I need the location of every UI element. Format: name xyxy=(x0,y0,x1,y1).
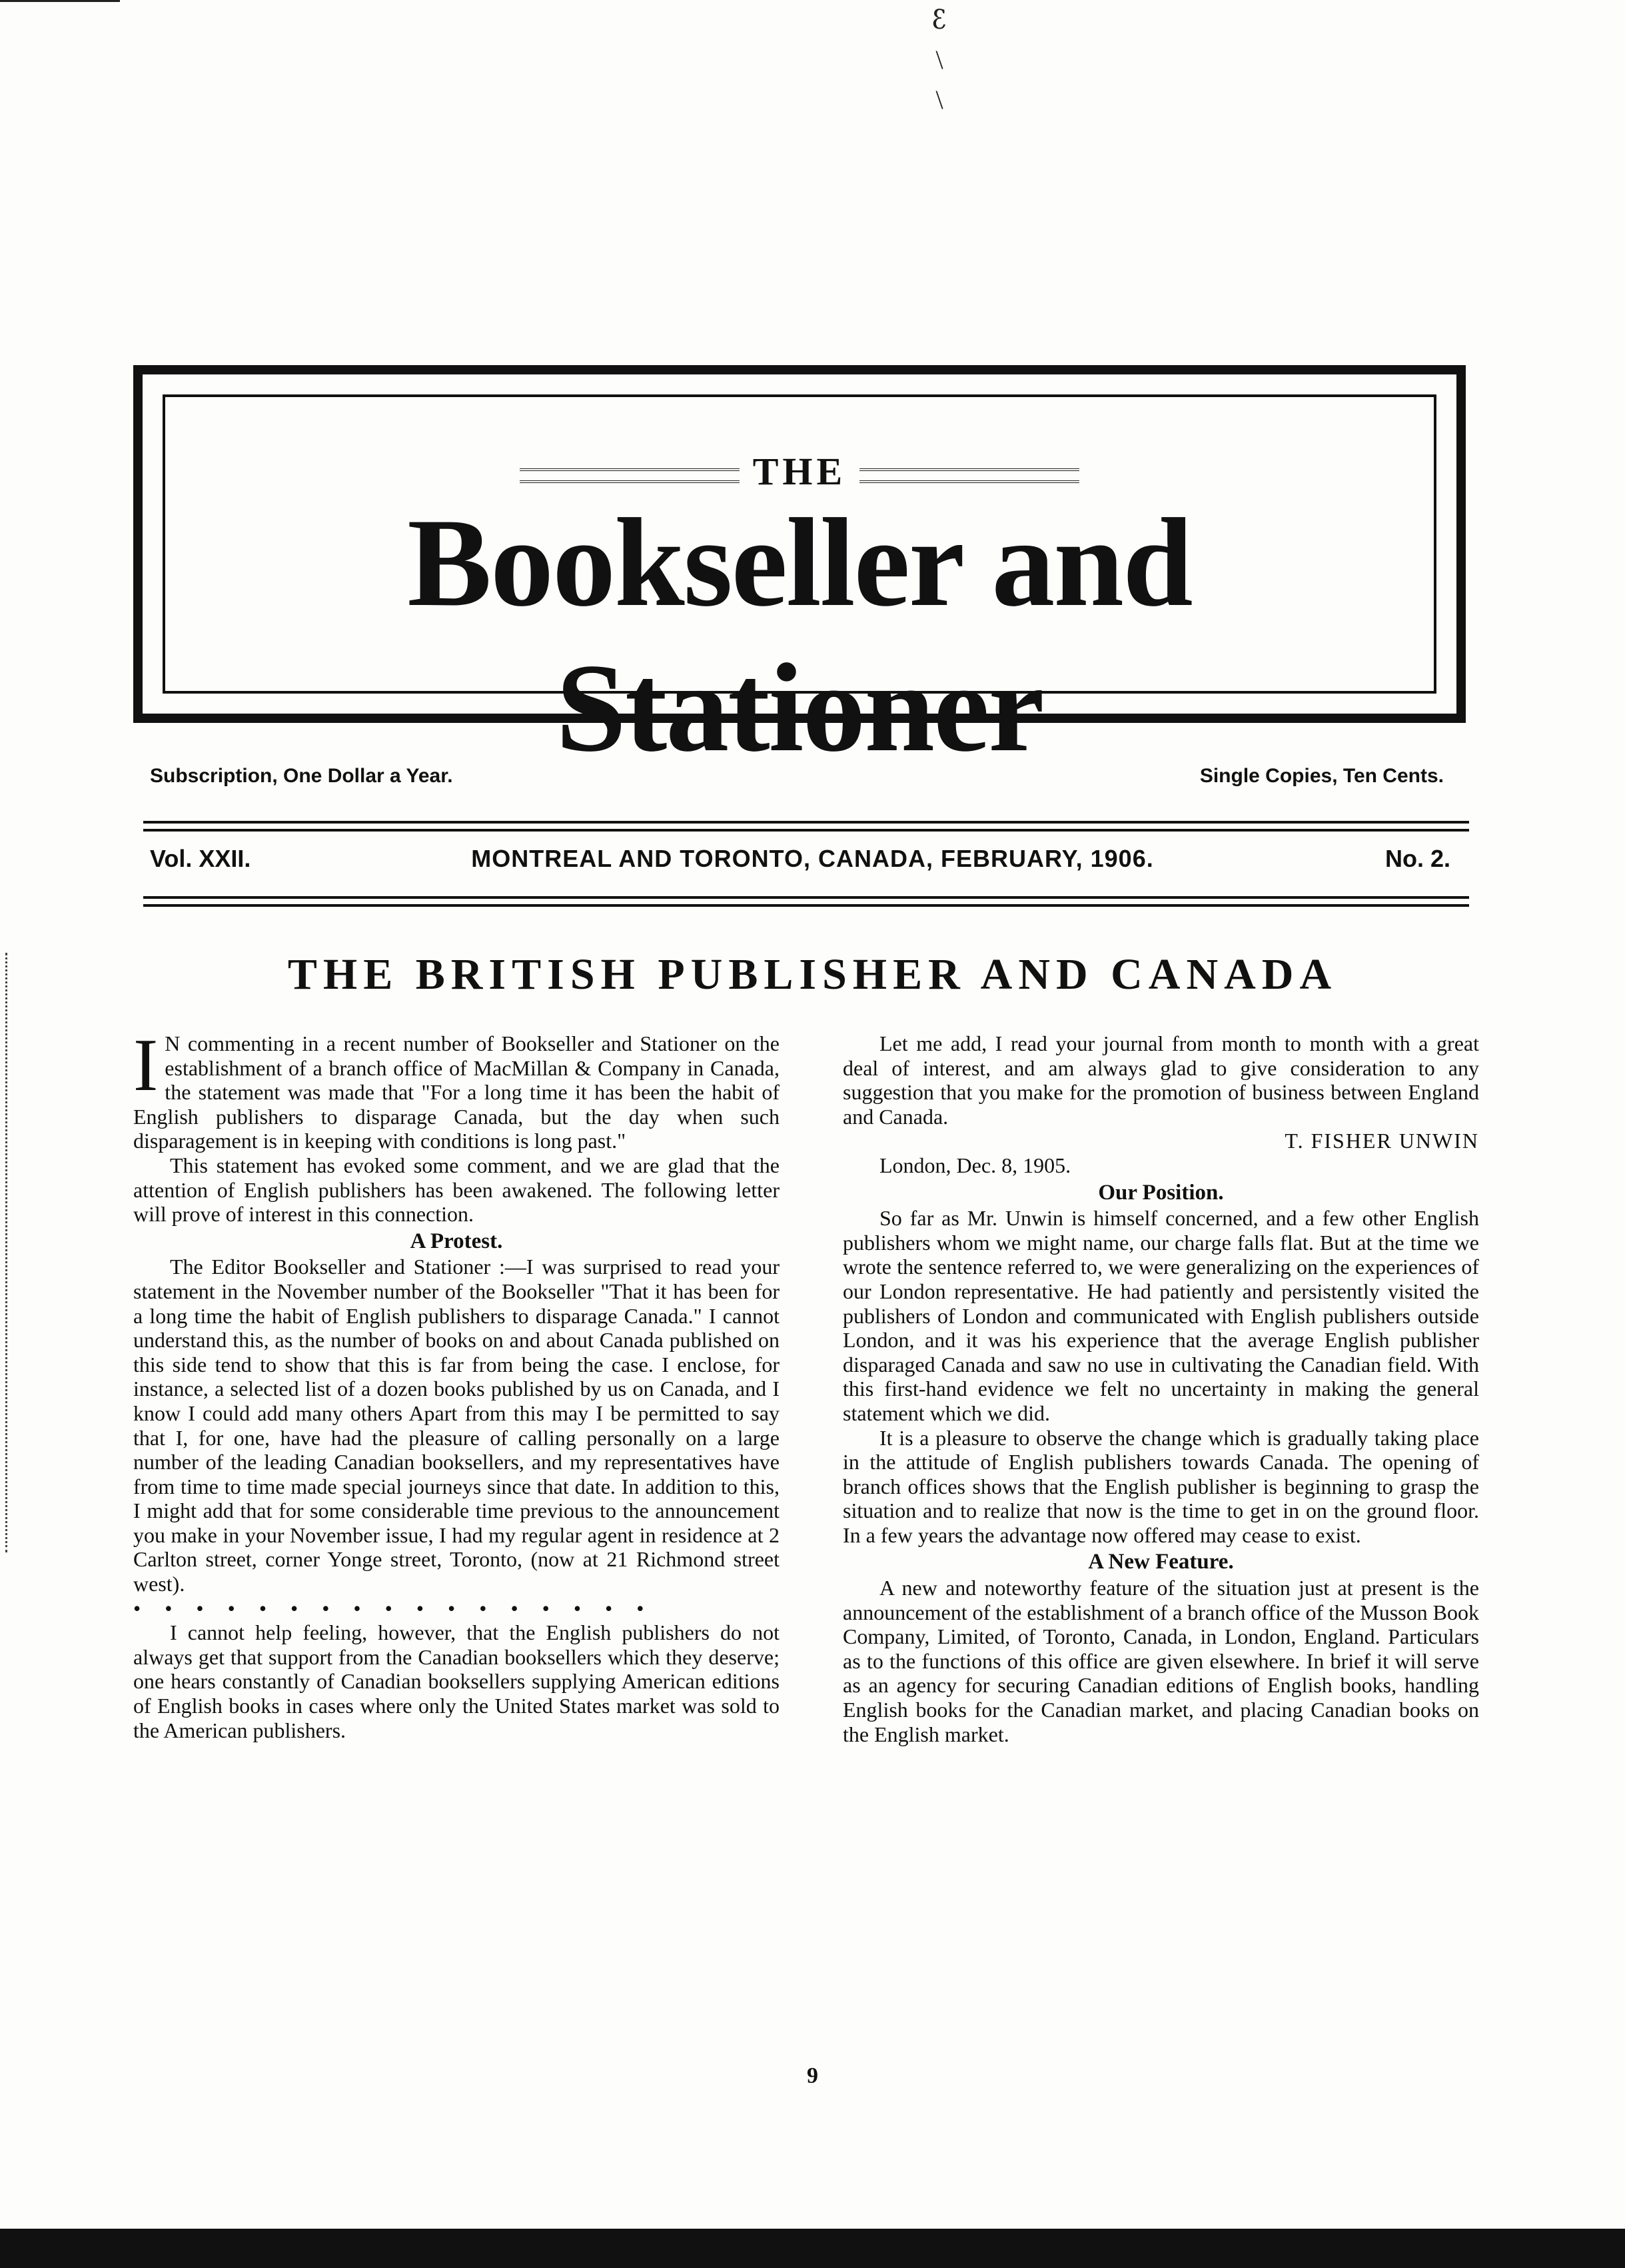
paragraph-text: N commenting in a recent number of Bookseller and Stationer on the establishment of a branch office of MacMillan & Company in Canada, the statement was made that "For a long time it has been the habit of English publishers to disparage Canada, but the day when such disparagement is in keeping with conditions is long past." xyxy=(133,1031,780,1153)
ornament-stars: • • • • • • • • • • • • • • • • • xyxy=(133,1596,654,1620)
masthead-the: THE xyxy=(752,450,847,493)
top-marks: ꜫ \ \ xyxy=(931,5,947,115)
bottom-scan-bar xyxy=(0,2229,1625,2268)
paragraph xyxy=(133,1024,780,1153)
drop-cap: I xyxy=(133,1024,159,1107)
place-date: MONTREAL AND TORONTO, CANADA, FEBRUARY, 1906. xyxy=(471,845,1154,872)
paragraph: Let me add, I read your journal from month to month with a great deal of interest, and am always glad to give consideration to any suggestion that you make for the promotion of business between England and Canada. xyxy=(843,1031,1479,1129)
paragraph: The Editor Bookseller and Stationer :—I was surprised to read your statement in the November number of the Bookseller "That it has been for a long time the habit of English publishers to disparage Canada." I cannot understand this, as the number of books on and about Canada published on this side tend to show that this is far from being the case. I enclose, for instance, a selected list of a dozen books published by us on Canada, and I know I could add many others Apart from this may I be permitted to say that I, for one, have had the pleasure of calling personally on a large number of the leading Canadian booksellers, and my representatives have from time to time made special journeys since that date. In addition to this, I might add that for some considerable time previous to the announcement you make in your November issue, I had my regular agent in residence at 2 Carlton street, corner Yonge street, Toronto, (now at 21 Richmond street west). xyxy=(133,1255,780,1596)
article-headline: THE BRITISH PUBLISHER AND CANADA xyxy=(287,950,1338,999)
paragraph: I cannot help feeling, however, that the English publishers do not always get that support from the Canadian booksellers which they deserve; one hears constantly of Canadian booksellers supplying American editions of English books in cases where only the United States market was sold to the American publishers. xyxy=(133,1620,780,1742)
masthead-title: Bookseller and Stationer xyxy=(407,493,1192,778)
double-rule-bottom xyxy=(143,896,1469,907)
signature: T. FISHER UNWIN xyxy=(1285,1129,1479,1153)
margin-ticks xyxy=(5,953,13,1552)
single-copies-info: Single Copies, Ten Cents. xyxy=(1199,765,1444,787)
left-rule xyxy=(520,468,740,483)
masthead-the-line xyxy=(165,449,1434,494)
paragraph: So far as Mr. Unwin is himself concerned, and a few other English publishers whom we might name, our charge falls flat. But at the time we wrote the sentence referred to, we were generalizing on the experiences of our London representative. He had patiently and persistently visited the publishers of London and communicated with English publishers outside London, and it was his experience that the average English publisher disparaged Canada and saw no use in cultivating the Canadian field. With this first-hand evidence we felt no uncertainty in making the general statement which we did. xyxy=(843,1206,1479,1425)
double-rule-top xyxy=(143,821,1469,832)
paragraph: It is a pleasure to observe the change which is gradually taking place in the attitude of English publishers towards Canada. The opening of branch offices shows that the English publisher is beginning to grasp the situation and to realize that now is the time to get in on the ground floor. In a few years the advantage now offered may cease to exist. xyxy=(843,1425,1479,1547)
subheading: Our Position. xyxy=(1098,1180,1224,1205)
subscription-info: Subscription, One Dollar a Year. xyxy=(150,765,453,787)
subheading: A Protest. xyxy=(410,1229,503,1253)
left-column xyxy=(133,1024,780,1742)
dateline: London, Dec. 8, 1905. xyxy=(879,1153,1071,1177)
issue-number: No. 2. xyxy=(1384,845,1450,872)
volume: Vol. XXII. xyxy=(150,845,251,872)
paragraph: A new and noteworthy feature of the situation just at present is the announcement of the establishment of a branch office of the Musson Book Company, Limited, of Toronto, Canada, in London, England. Particulars as to the functions of this office are given elsewhere. In brief it will serve as an agency for securing Canadian editions of English books, handling English books for the Canadian market, and placing Canadian books on the English market. xyxy=(843,1576,1479,1746)
right-column xyxy=(843,1031,1479,1746)
right-rule xyxy=(859,468,1079,483)
subheading: A New Feature. xyxy=(1088,1550,1234,1574)
page-number: 9 xyxy=(807,2063,818,2088)
top-rule xyxy=(0,0,120,2)
paragraph: This statement has evoked some comment, and we are glad that the attention of English publishers has been awakened. The following letter will prove of interest in this connection. xyxy=(133,1153,780,1227)
